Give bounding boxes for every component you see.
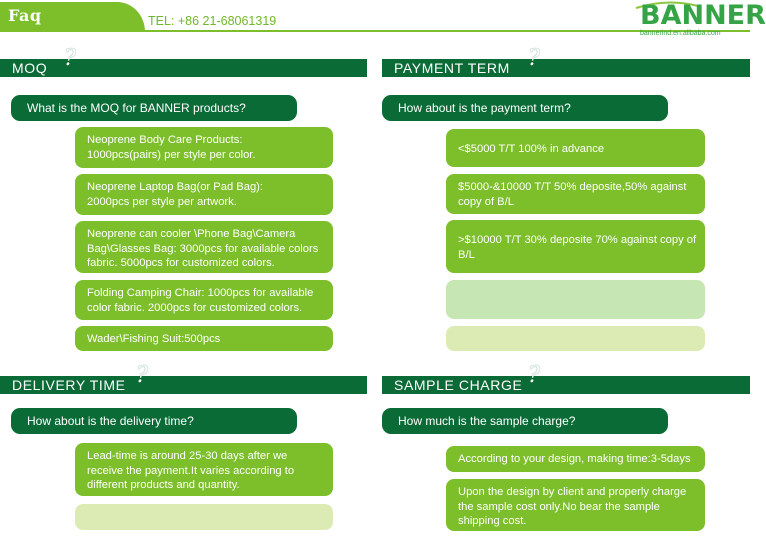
payment-empty-box <box>446 280 705 319</box>
sample-section-title: SAMPLE CHARGE <box>394 377 523 393</box>
moq-answer-camping-chair: Folding Camping Chair: 1000pcs for available color fabric. 2000pcs for customized colors. <box>75 280 333 320</box>
moq-question: What is the MOQ for BANNER products? <box>11 95 297 121</box>
delivery-section-title: DELIVERY TIME <box>12 377 126 393</box>
delivery-section-bar <box>0 363 367 394</box>
payment-answer-under-5000: <$5000 T/T 100% in advance <box>446 129 705 167</box>
question-mark-icon: ? <box>136 363 149 388</box>
payment-section-title: PAYMENT TERM <box>394 60 510 76</box>
delivery-answer-lead-time: Lead-time is around 25-30 days after we receive the payment.It varies according to different products and quantity. <box>75 443 333 496</box>
moq-answer-body-care: Neoprene Body Care Products: 1000pcs(pairs) per style per color. <box>75 127 333 168</box>
question-mark-icon: ? <box>528 46 541 71</box>
sample-answer-cost: Upon the design by client and properly charge the sample cost only.No bear the sample shipping cost. <box>446 479 705 531</box>
question-mark-icon: ? <box>528 363 541 388</box>
moq-answer-can-cooler: Neoprene can cooler \Phone Bag\Camera Bag\Glasses Bag: 3000pcs for available colors fabric. 5000pcs for customized colors. <box>75 221 333 273</box>
moq-section-title: MOQ <box>12 60 48 76</box>
sample-question: How much is the sample charge? <box>382 408 668 434</box>
payment-section-bar <box>382 46 750 77</box>
delivery-empty-box <box>75 504 333 530</box>
payment-answer-over-10000: >$10000 T/T 30% deposite 70% against copy of B/L <box>446 220 705 273</box>
delivery-question: How about is the delivery time? <box>11 408 297 434</box>
question-mark-icon: ? <box>64 46 77 71</box>
moq-answer-wader: Wader\Fishing Suit:500pcs <box>75 326 333 351</box>
moq-section-bar <box>0 46 367 77</box>
moq-answer-laptop-bag: Neoprene Laptop Bag(or Pad Bag): 2000pcs per style per artwork. <box>75 174 333 215</box>
logo-url: bannerind.en.alibaba.com <box>640 30 721 37</box>
faq-label: Faq <box>8 6 42 25</box>
payment-empty-box <box>446 326 705 351</box>
telephone-number: TEL: +86 21-68061319 <box>148 14 277 28</box>
payment-answer-5000-10000: $5000-&10000 T/T 50% deposite,50% against copy of B/L <box>446 174 705 214</box>
sample-answer-making-time: According to your design, making time:3-5days <box>446 446 705 472</box>
logo-text: BANNER <box>640 0 766 31</box>
payment-question: How about is the payment term? <box>382 95 668 121</box>
sample-section-bar <box>382 363 750 394</box>
